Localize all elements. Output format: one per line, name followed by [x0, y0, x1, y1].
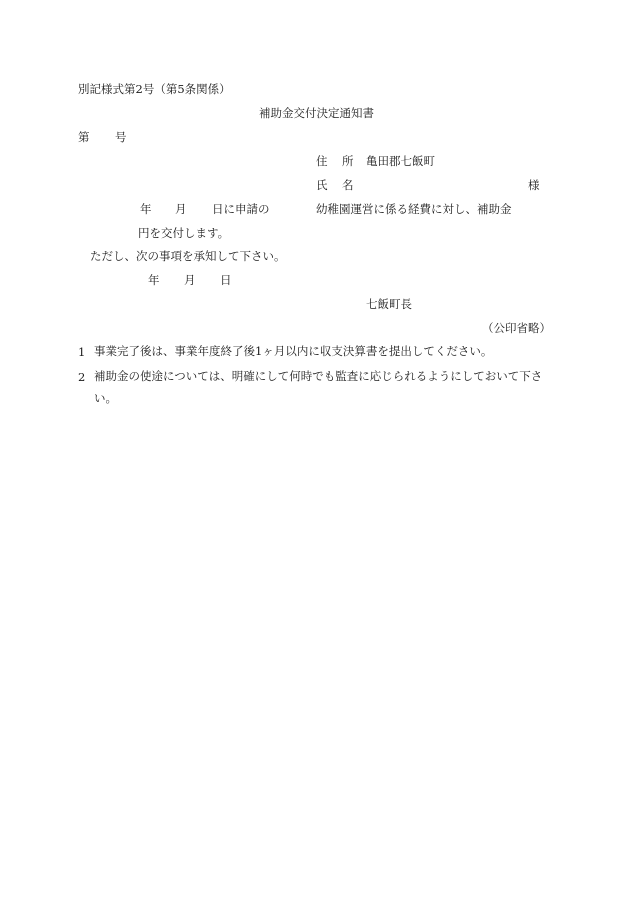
issue-date-day: 日 [220, 273, 232, 287]
note-number: 1 [78, 345, 86, 359]
seal-omitted-note: （公印省略） [482, 321, 551, 335]
address-label-sho: 所 [342, 154, 354, 168]
document-number-go: 号 [115, 130, 127, 144]
address-label-ju: 住 [316, 154, 328, 168]
note-number: 2 [78, 370, 86, 384]
grant-amount-text: 円を交付します。 [138, 226, 230, 240]
document-number-dai: 第 [78, 130, 90, 144]
note-text: 事業完了後は、事業年度終了後1ヶ月以内に収支決算書を提出してください。 [94, 344, 493, 358]
name-label-shi: 氏 [316, 178, 328, 192]
application-purpose-text: 幼稚園運営に係る経費に対し、補助金 [316, 202, 512, 216]
form-label: 別記様式第2号（第5条関係） [78, 82, 231, 96]
document-title: 補助金交付決定通知書 [259, 106, 374, 120]
issue-date-month: 月 [184, 273, 196, 287]
application-year: 年 [140, 202, 152, 216]
proviso-text: ただし、次の事項を承知して下さい。 [90, 249, 286, 263]
application-day-text: 日に申請の [212, 202, 270, 216]
issue-date-year: 年 [148, 273, 160, 287]
note-text: 補助金の使途については、明確にして何時でも監査に応じられるようにしておいて下さい。 [94, 369, 543, 405]
address-value: 亀田郡七飯町 [366, 154, 435, 168]
issuer-name: 七飯町長 [366, 297, 412, 311]
name-label-mei: 名 [342, 178, 354, 192]
name-honorific: 様 [528, 178, 540, 192]
application-month: 月 [175, 202, 187, 216]
